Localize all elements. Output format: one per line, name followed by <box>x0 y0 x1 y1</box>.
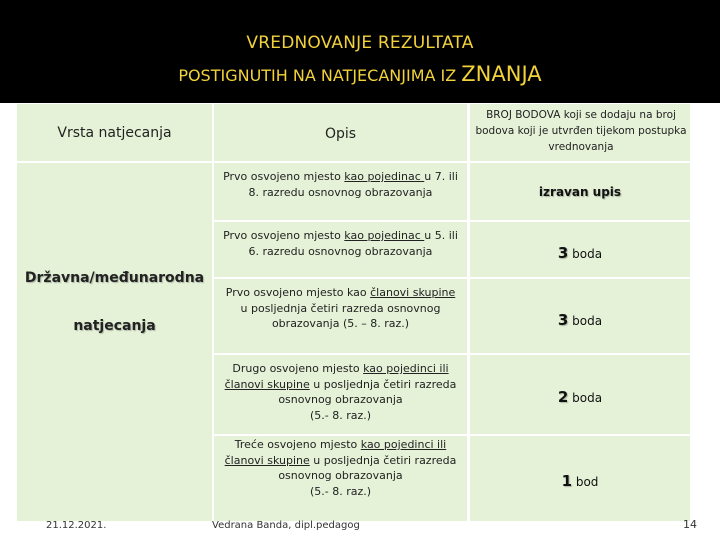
table-row-5-description: Treće osvojeno mjesto kao pojedinci ili članovi skupine u posljednja četiri razreda osnovnog obrazovanja (5.- 8. raz.) <box>224 438 457 498</box>
footer-author: Vedrana Banda, dipl.pedagog <box>212 520 360 531</box>
table-row-2-points: 3 boda <box>557 244 603 262</box>
slide-title-line-2 <box>0 62 720 86</box>
title-line-2-main: POSTIGNUTIH NA NATJECANJIMA IZ <box>178 66 457 85</box>
table-row-4-description: Drugo osvojeno mjesto kao pojedinci ili članovi skupine u posljednja četiri razreda osnovnog obrazovanja (5.- 8. raz.) <box>224 362 457 422</box>
slide-title-line-1: VREDNOVANJE REZULTATA <box>246 33 474 53</box>
table-row-3-points: 3 boda <box>557 311 603 329</box>
column-header-points: BROJ BODOVA koji se dodaju na broj bodova koji je utvrđen tijekom postupka vrednovanja <box>475 109 687 153</box>
table-row-4-points: 2 boda <box>557 388 603 406</box>
table-row-2-description: Prvo osvojeno mjesto kao pojedinac u 5. ili 6. razredu osnovnog obrazovanja <box>223 229 458 258</box>
footer-page-number: 14 <box>683 518 697 531</box>
table-row-3-description: Prvo osvojeno mjesto kao članovi skupine u posljednja četiri razreda osnovnog obrazovanja (5. – 8. raz.) <box>225 286 456 330</box>
table-row-5-points: 1 bod <box>561 472 599 490</box>
table-row-1-description: Prvo osvojeno mjesto kao pojedinac u 7. ili 8. razredu osnovnog obrazovanja <box>223 170 458 199</box>
category-label-line-2: natjecanja <box>73 318 156 334</box>
column-header-type: Vrsta natjecanja <box>57 125 172 141</box>
title-line-2-emphasis: ZNANJA <box>461 62 542 86</box>
category-label-line-1: Državna/međunarodna <box>24 270 205 286</box>
column-header-description: Opis <box>324 126 357 142</box>
category-cell <box>17 163 212 521</box>
table-row-1-points: izravan upis <box>538 185 622 199</box>
footer-date: 21.12.2021. <box>46 520 107 531</box>
